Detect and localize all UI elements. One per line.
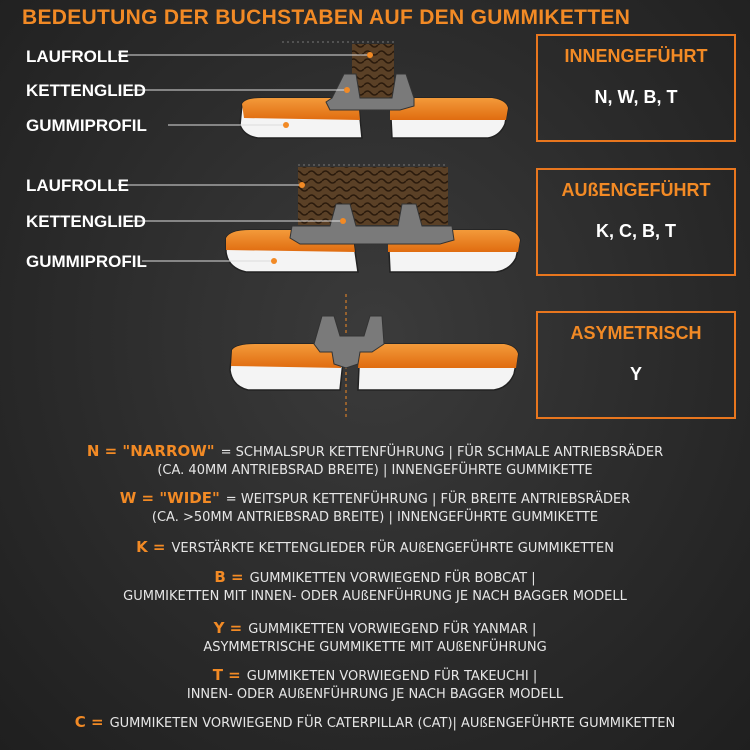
panel-innengefuehrt: [536, 34, 736, 142]
legend-line1: GUMMIKETEN VORWIEGEND FÜR TAKEUCHI |: [246, 669, 538, 684]
legend-line1: VERSTÄRKTE KETTENGLIEDER FÜR AUßENGEFÜHRTE GUMMIKETTEN: [171, 541, 614, 556]
legend-entry-c: [0, 713, 750, 733]
label-laufrolle-1: LAUFROLLE: [26, 47, 129, 66]
panel-aussengefuehrt: [536, 168, 736, 276]
legend-line1: GUMMIKETEN VORWIEGEND FÜR CATERPILLAR (CAT)| AUßENGEFÜHRTE GUMMIKETTEN: [109, 716, 676, 731]
diagram-inner-guided: [118, 42, 508, 138]
label-laufrolle-2: LAUFROLLE: [26, 176, 129, 195]
legend-line2: (CA. 40MM ANTRIEBSRAD BREITE) | INNENGEFÜHRTE GUMMIKETTE: [157, 463, 593, 478]
legend-line1: GUMMIKETTEN VORWIEGEND FÜR BOBCAT |: [249, 571, 536, 586]
roller-2: [298, 167, 448, 225]
legend-key: Y =: [213, 619, 243, 637]
label-gummiprofil-2: GUMMIPROFIL: [26, 252, 147, 271]
diagram-asymmetric: [230, 294, 518, 420]
legend-entry-t: [0, 666, 750, 704]
legend-key: W = "WIDE": [119, 489, 220, 507]
legend-line2: INNEN- ODER AUßENFÜHRUNG JE NACH BAGGER MODELL: [186, 687, 564, 702]
label-kettenglied-2: KETTENGLIED: [26, 212, 146, 231]
panel-heading: ASYMETRISCH: [570, 323, 702, 343]
diagram-outer-guided: [118, 165, 520, 272]
legend-line2: (CA. >50MM ANTRIEBSRAD BREITE) | INNENGEFÜHRTE GUMMIKETTE: [151, 510, 599, 525]
legend-line1: = WEITSPUR KETTENFÜHRUNG | FÜR BREITE ANTRIEBSRÄDER: [225, 492, 631, 507]
legend-entry-y: [0, 619, 750, 657]
legend-entry-b: [0, 568, 750, 606]
legend-entry-k: [0, 538, 750, 558]
legend-key: K =: [136, 538, 166, 556]
panel-value: K, C, B, T: [596, 221, 676, 241]
legend-line2: ASYMMETRISCHE GUMMIKETTE MIT AUßENFÜHRUNG: [203, 640, 547, 655]
page-title: BEDEUTUNG DER BUCHSTABEN AUF DEN GUMMIKETTEN: [22, 6, 631, 29]
label-gummiprofil-1: GUMMIPROFIL: [26, 116, 147, 135]
panel-value: N, W, B, T: [594, 87, 678, 107]
legend-key: N = "NARROW": [86, 442, 215, 460]
legend-key: C =: [74, 713, 104, 731]
legend-key: T =: [212, 666, 241, 684]
panel-value: Y: [629, 364, 642, 384]
legend-entry-n: [0, 442, 750, 480]
legend-key: B =: [214, 568, 244, 586]
panel-heading: INNENGEFÜHRT: [564, 46, 708, 66]
panel-heading: AUßENGEFÜHRT: [561, 180, 711, 200]
legend-entry-w: [0, 489, 750, 527]
legend-line1: GUMMIKETTEN VORWIEGEND FÜR YANMAR |: [248, 622, 537, 637]
legend-line2: GUMMIKETTEN MIT INNEN- ODER AUßENFÜHRUNG JE NACH BAGGER MODELL: [123, 589, 627, 604]
label-kettenglied-1: KETTENGLIED: [26, 81, 146, 100]
legend-line1: = SCHMALSPUR KETTENFÜHRUNG | FÜR SCHMALE ANTRIEBSRÄDER: [220, 445, 664, 460]
panel-asymetrisch: [536, 311, 736, 419]
